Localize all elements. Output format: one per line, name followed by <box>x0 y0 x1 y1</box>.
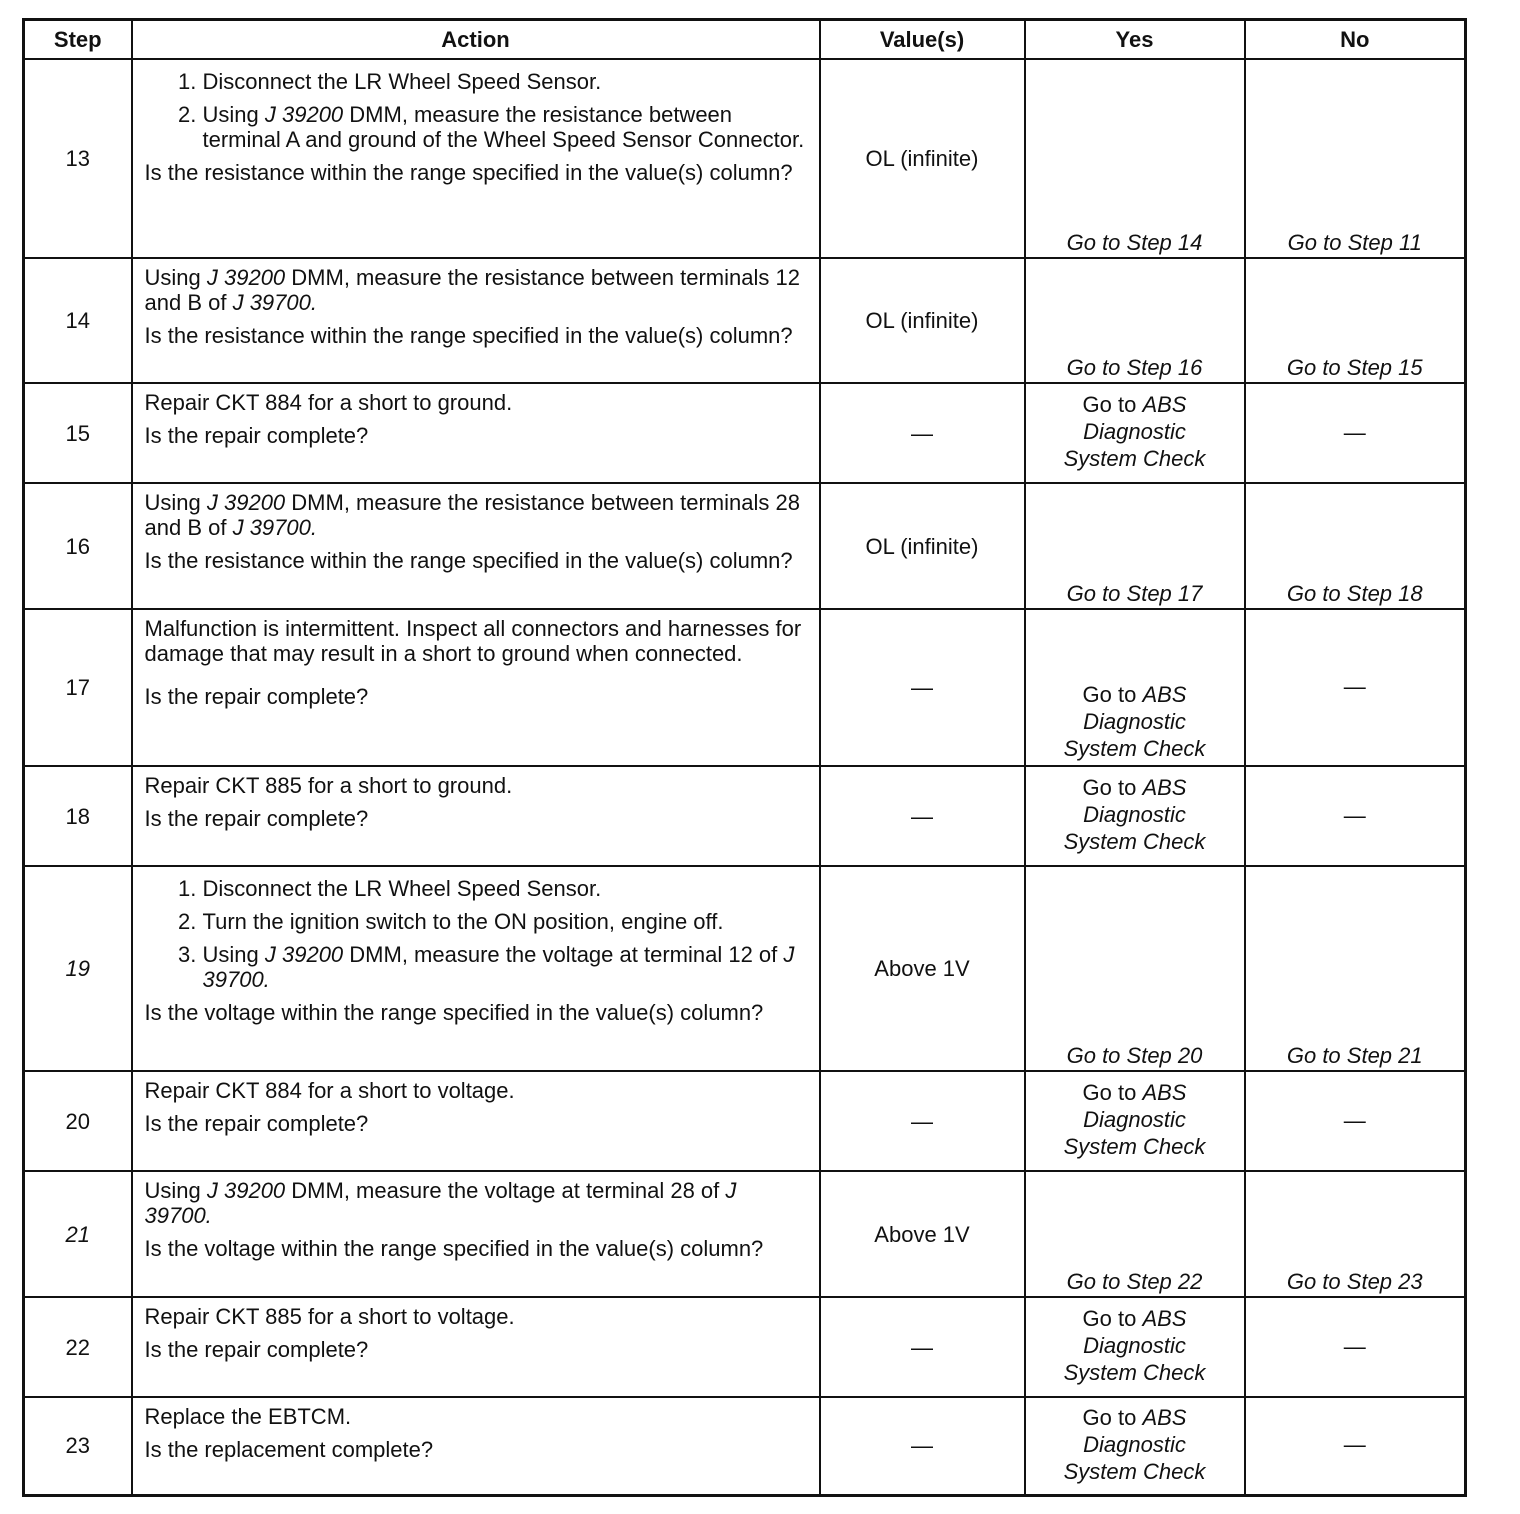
table-row <box>24 1171 1466 1297</box>
action-question: Is the resistance within the range specified in the value(s) column? <box>144 160 793 185</box>
action-step: 1. Disconnect the LR Wheel Speed Sensor. <box>203 876 805 901</box>
action-text: Repair CKT 885 for a short to voltage. <box>144 1304 515 1329</box>
table-row <box>24 483 1466 609</box>
goto-link: Go to Step 16 <box>1066 355 1203 380</box>
text: DMM, measure the resistance between terminals 28 and B of <box>144 490 800 540</box>
step-number: 22 <box>24 1297 132 1397</box>
no-cell: — <box>1245 1397 1466 1495</box>
text: ABS <box>1142 1404 1187 1430</box>
value-cell: — <box>820 766 1025 866</box>
no-cell: — <box>1245 1071 1466 1171</box>
tool-ref: J 39200 <box>206 1178 286 1203</box>
header-row <box>24 20 1466 60</box>
text: Go to <box>1082 775 1137 800</box>
action-cell <box>132 483 820 609</box>
action-step: 2. Turn the ignition switch to the ON position, engine off. <box>203 909 805 934</box>
value-cell: — <box>820 383 1025 483</box>
action-step <box>203 102 805 152</box>
text: Go to <box>1082 682 1137 707</box>
header-action: Action <box>132 20 820 60</box>
goto-link: Go to Step 21 <box>1286 1043 1423 1068</box>
action-cell <box>132 866 820 1071</box>
action-text: Repair CKT 884 for a short to ground. <box>144 390 513 415</box>
no-cell: — <box>1245 766 1466 866</box>
table-row <box>24 609 1466 766</box>
step-number: 18 <box>24 766 132 866</box>
action-question: Is the resistance within the range specified in the value(s) column? <box>144 323 793 348</box>
step-number: 19 <box>24 866 132 1071</box>
action-text: Malfunction is intermittent. Inspect all connectors and harnesses for damage that may result in a short to ground when connected. <box>144 616 802 666</box>
text: Diagnostic <box>1083 1333 1186 1358</box>
goto-link: Go to Step 20 <box>1066 1043 1203 1068</box>
action-cell <box>132 383 820 483</box>
tool-ref: J 39200 <box>264 102 344 127</box>
text: System Check <box>1063 736 1206 761</box>
action-text: Repair CKT 884 for a short to voltage. <box>144 1078 515 1103</box>
action-steps <box>145 876 805 992</box>
text: ABS <box>1142 775 1187 800</box>
value-cell: — <box>820 1071 1025 1171</box>
text: ABS <box>1142 1080 1187 1105</box>
action-cell <box>132 1397 820 1495</box>
step-number: 23 <box>24 1397 132 1495</box>
diagnostic-table <box>22 18 1467 1497</box>
header-yes: Yes <box>1025 20 1245 60</box>
yes-cell <box>1025 1071 1245 1171</box>
yes-cell <box>1025 866 1245 1071</box>
goto-abs-check <box>1064 1079 1206 1161</box>
action-question: Is the replacement complete? <box>144 1437 434 1462</box>
text: Diagnostic <box>1083 802 1186 827</box>
action-question: Is the repair complete? <box>144 1111 369 1136</box>
action-text <box>145 1178 805 1228</box>
tool-ref: J 39200 <box>206 490 286 515</box>
no-cell <box>1245 483 1466 609</box>
yes-cell <box>1025 258 1245 383</box>
text: DMM, measure the voltage at terminal 28 of <box>291 1178 720 1203</box>
header-step: Step <box>24 20 132 60</box>
header-no: No <box>1245 20 1466 60</box>
value-cell: OL (infinite) <box>820 258 1025 383</box>
text: Using <box>144 1178 201 1203</box>
yes-cell <box>1025 1171 1245 1297</box>
yes-cell <box>1025 609 1245 766</box>
text: ABS <box>1142 1306 1187 1331</box>
text: System Check <box>1063 1458 1206 1484</box>
tool-ref: J 39700. <box>202 942 795 992</box>
no-cell <box>1245 258 1466 383</box>
text: DMM, measure the resistance between terminal A and ground of the Wheel Speed Sensor Connector. <box>202 102 805 152</box>
text: System Check <box>1063 446 1206 471</box>
text: Diagnostic <box>1083 1431 1186 1457</box>
goto-abs-check <box>1064 1305 1206 1387</box>
text: Using <box>202 942 259 967</box>
text: Go to <box>1082 1080 1137 1105</box>
step-number: 13 <box>24 59 132 258</box>
text: System Check <box>1063 829 1206 854</box>
tool-ref: J 39700. <box>232 290 317 315</box>
value-cell: — <box>820 1397 1025 1495</box>
yes-cell <box>1025 383 1245 483</box>
table-row <box>24 1297 1466 1397</box>
goto-link: Go to Step 18 <box>1286 581 1423 606</box>
action-question: Is the repair complete? <box>144 684 369 709</box>
text: System Check <box>1063 1360 1206 1385</box>
goto-link: Go to Step 15 <box>1286 355 1423 380</box>
value-cell: — <box>820 1297 1025 1397</box>
step-number: 17 <box>24 609 132 766</box>
action-question: Is the repair complete? <box>144 1337 369 1362</box>
step-number: 14 <box>24 258 132 383</box>
text: DMM, measure the voltage at terminal 12 of <box>349 942 778 967</box>
text: Diagnostic <box>1083 709 1186 734</box>
text: Using <box>202 102 259 127</box>
goto-abs-check <box>1064 391 1206 473</box>
text: Go to <box>1082 392 1137 417</box>
action-text: Replace the EBTCM. <box>144 1404 352 1429</box>
action-cell <box>132 766 820 866</box>
action-text <box>145 490 805 540</box>
table-row <box>24 866 1466 1071</box>
yes-cell <box>1025 483 1245 609</box>
tool-ref: J 39200 <box>206 265 286 290</box>
text: System Check <box>1063 1134 1206 1159</box>
action-question: Is the resistance within the range specified in the value(s) column? <box>144 548 793 573</box>
goto-link: Go to Step 17 <box>1066 581 1203 606</box>
action-cell <box>132 1071 820 1171</box>
tool-ref: J 39700. <box>232 515 317 540</box>
action-question: Is the repair complete? <box>144 423 369 448</box>
text: Go to <box>1082 1306 1137 1331</box>
text: ABS <box>1142 682 1187 707</box>
yes-cell <box>1025 1397 1245 1495</box>
action-question: Is the voltage within the range specified in the value(s) column? <box>144 1000 764 1025</box>
text: Diagnostic <box>1083 1107 1186 1132</box>
step-number: 16 <box>24 483 132 609</box>
action-text: Repair CKT 885 for a short to ground. <box>144 773 513 798</box>
no-cell: — <box>1245 609 1466 766</box>
action-step <box>203 942 805 992</box>
goto-abs-check <box>1064 681 1206 763</box>
no-cell <box>1245 866 1466 1071</box>
goto-abs-check <box>1064 774 1206 856</box>
goto-link: Go to Step 14 <box>1066 230 1203 255</box>
value-cell: Above 1V <box>820 1171 1025 1297</box>
no-cell <box>1245 59 1466 258</box>
step-number: 20 <box>24 1071 132 1171</box>
value-cell: OL (infinite) <box>820 59 1025 258</box>
tool-ref: J 39200 <box>264 942 344 967</box>
action-step: 1. Disconnect the LR Wheel Speed Sensor. <box>203 69 805 94</box>
goto-link: Go to Step 23 <box>1286 1269 1423 1294</box>
table-row <box>24 383 1466 483</box>
text: DMM, measure the resistance between terminals 12 and B of <box>144 265 800 315</box>
text: Diagnostic <box>1083 419 1186 444</box>
text: Using <box>144 490 201 515</box>
yes-cell <box>1025 766 1245 866</box>
action-cell <box>132 59 820 258</box>
table-row <box>24 258 1466 383</box>
value-cell: Above 1V <box>820 866 1025 1071</box>
step-number: 15 <box>24 383 132 483</box>
action-cell <box>132 258 820 383</box>
table-row <box>24 59 1466 258</box>
no-cell <box>1245 1171 1466 1297</box>
text: Go to <box>1082 1404 1137 1430</box>
goto-link: Go to Step 22 <box>1066 1269 1203 1294</box>
yes-cell <box>1025 59 1245 258</box>
no-cell: — <box>1245 1297 1466 1397</box>
action-text <box>145 265 805 315</box>
action-question: Is the repair complete? <box>144 806 369 831</box>
table-row <box>24 1071 1466 1171</box>
tool-ref: J 39700. <box>144 1178 737 1228</box>
action-cell <box>132 609 820 766</box>
goto-link: Go to Step 11 <box>1287 230 1422 255</box>
value-cell: OL (infinite) <box>820 483 1025 609</box>
table-row <box>24 766 1466 866</box>
action-question: Is the voltage within the range specified in the value(s) column? <box>144 1236 764 1261</box>
action-cell <box>132 1297 820 1397</box>
value-cell: — <box>820 609 1025 766</box>
text: Using <box>144 265 201 290</box>
step-number: 21 <box>24 1171 132 1297</box>
text: ABS <box>1142 392 1187 417</box>
action-steps <box>145 69 805 152</box>
table-row <box>24 1397 1466 1495</box>
yes-cell <box>1025 1297 1245 1397</box>
action-cell <box>132 1171 820 1297</box>
header-values: Value(s) <box>820 20 1025 60</box>
goto-abs-check <box>1064 1404 1206 1486</box>
no-cell: — <box>1245 383 1466 483</box>
